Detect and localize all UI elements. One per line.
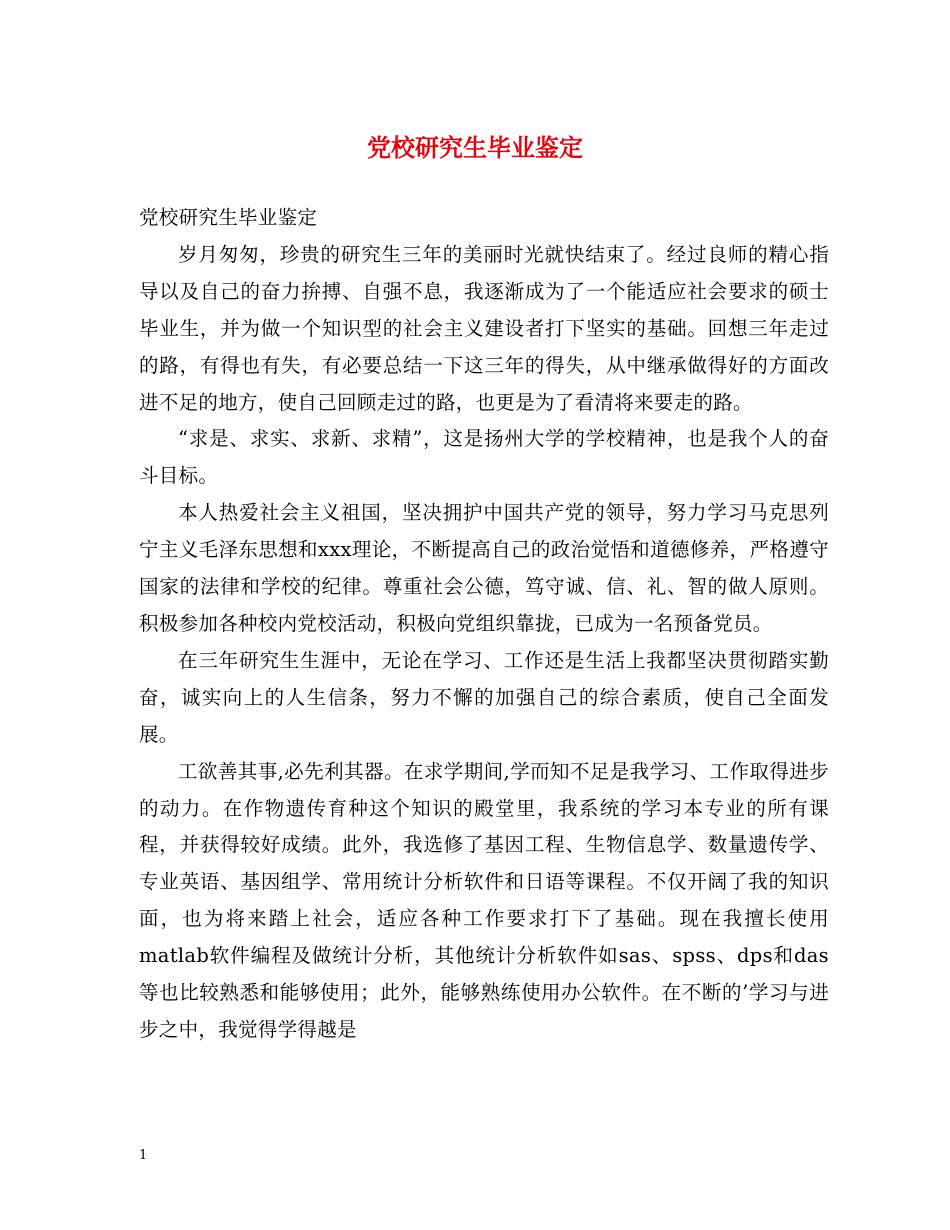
document-body — [139, 200, 829, 1049]
document-title: 党校研究生毕业鉴定 — [367, 133, 583, 162]
paragraph-1: 岁月匆匆，珍贵的研究生三年的美丽时光就快结束了。经过良师的精心指导以及自己的奋力拚搏、自强不息，我逐渐成为了一个能适应社会要求的硕士毕业生，并为做一个知识型的社会主义建设者打下坚实的基础。回想三年走过的路，有得也有失，有必要总结一下这三年的得失，从中继承做得好的方面改进不足的地方，使自己回顾走过的路，也更是为了看清将来要走的路。 — [139, 242, 829, 414]
paragraph-5: 工欲善其事,必先利其器。在求学期间,学而知不足是我学习、工作取得进步的动力。在作物遗传育种这个知识的殿堂里，我系统的学习本专业的所有课程，并获得较好成绩。此外，我选修了基因工程、生物信息学、数量遗传学、专业英语、基因组学、常用统计分析软件和日语等课程。不仅开阔了我的知识面，也为将来踏上社会，适应各种工作要求打下了基础。现在我擅长使用matlab软件编程及做统计分析，其他统计分析软件如sas、spss、dps和das等也比较熟悉和能够使用；此外，能够熟练使用办公软件。在不断的’学习与进步之中，我觉得学得越是 — [139, 759, 829, 1041]
document-subtitle: 党校研究生毕业鉴定 — [139, 206, 318, 229]
paragraph-2: “求是、求实、求新、求精”，这是扬州大学的学校精神，也是我个人的奋斗目标。 — [139, 427, 829, 488]
paragraph-3: 本人热爱社会主义祖国，坚决拥护中国共产党的领导，努力学习马克思列宁主义毛泽东思想和xxx理论，不断提高自己的政治觉悟和道德修养，严格遵守国家的法律和学校的纪律。尊重社会公德，笃守诚、信、礼、智的做人原则。积极参加各种校内党校活动，积极向党组织靠拢，已成为一名预备党员。 — [139, 501, 829, 635]
page-number: 1 — [139, 1148, 148, 1163]
paragraph-4: 在三年研究生生涯中，无论在学习、工作还是生活上我都坚决贯彻踏实勤奋，诚实向上的人生信条，努力不懈的加强自己的综合素质，使自己全面发展。 — [139, 648, 829, 746]
